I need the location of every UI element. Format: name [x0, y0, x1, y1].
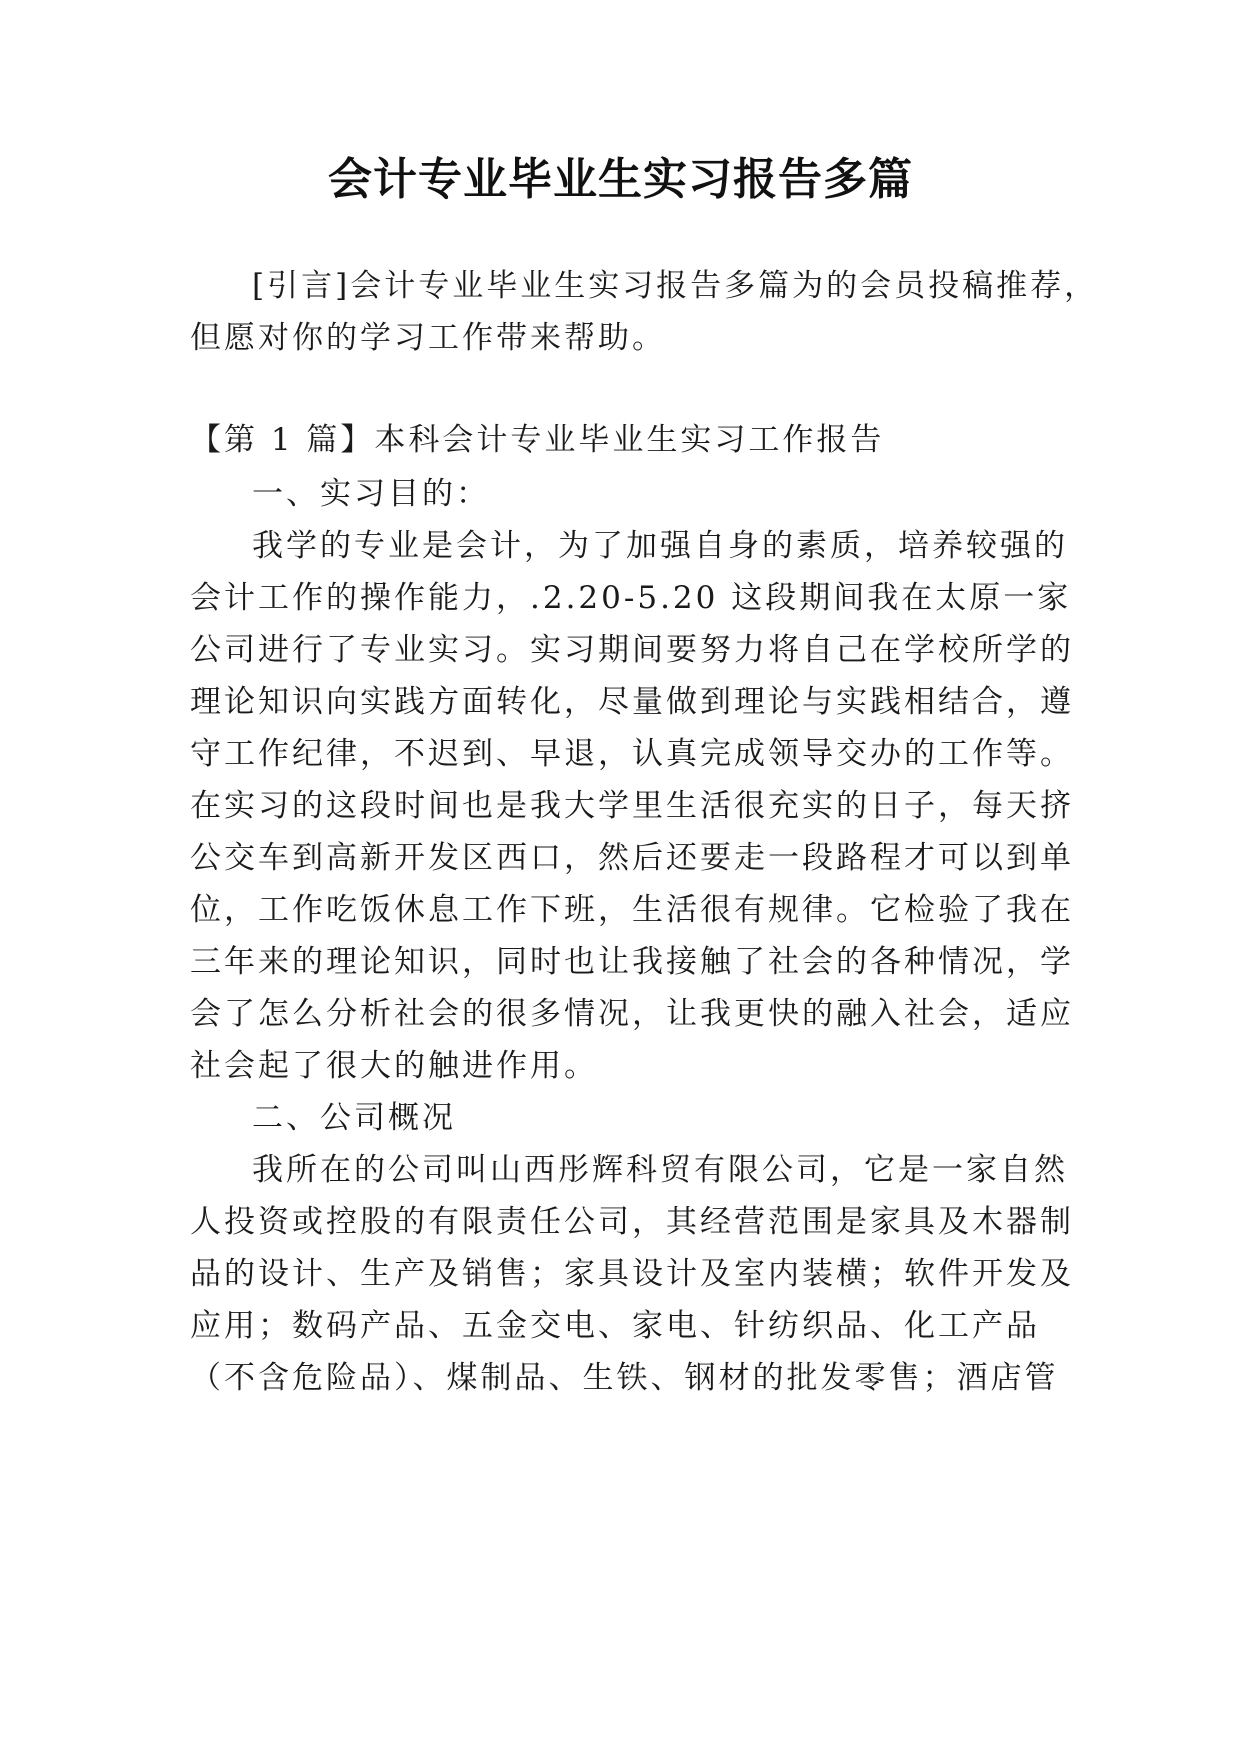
document-title: 会计专业毕业生实习报告多篇 [328, 154, 913, 205]
paragraph-line: 三年来的理论知识，同时也让我接触了社会的各种情况，学 [190, 944, 1074, 980]
intro-line: 但愿对你的学习工作带来帮助。 [190, 320, 666, 356]
section-heading: 二、公司概况 [252, 1100, 456, 1136]
paragraph-line: 会计工作的操作能力，.2.20-5.20 这段期间我在太原一家 [190, 580, 1072, 616]
intro-line: [引言]会计专业毕业生实习报告多篇为的会员投稿推荐， [252, 268, 1099, 304]
paragraph-line: 守工作纪律，不迟到、早退，认真完成领导交办的工作等。 [190, 736, 1074, 772]
paragraph-line: 在实习的这段时间也是我大学里生活很充实的日子，每天挤 [190, 788, 1074, 824]
paragraph-line: 社会起了很大的触进作用。 [190, 1048, 598, 1084]
paragraph-line: 位，工作吃饭休息工作下班，生活很有规律。它检验了我在 [190, 892, 1074, 928]
paragraph-line: 公交车到高新开发区西口，然后还要走一段路程才可以到单 [190, 840, 1074, 876]
paragraph-line: 我所在的公司叫山西彤辉科贸有限公司，它是一家自然 [252, 1152, 1068, 1188]
section-heading: 一、实习目的： [252, 476, 490, 512]
paragraph-line: （不含危险品）、煤制品、生铁、钢材的批发零售；酒店管 [190, 1360, 1059, 1396]
paragraph-line: 我学的专业是会计，为了加强自身的素质，培养较强的 [252, 528, 1068, 564]
paragraph-line: 会了怎么分析社会的很多情况，让我更快的融入社会，适应 [190, 996, 1074, 1032]
paragraph-line: 品的设计、生产及销售；家具设计及室内装横；软件开发及 [190, 1256, 1074, 1292]
article-heading: 【第 1 篇】本科会计专业毕业生实习工作报告 [190, 422, 885, 458]
paragraph-line: 理论知识向实践方面转化，尽量做到理论与实践相结合，遵 [190, 684, 1074, 720]
paragraph-line: 应用；数码产品、五金交电、家电、针纺织品、化工产品 [190, 1308, 1040, 1344]
paragraph-line: 公司进行了专业实习。实习期间要努力将自己在学校所学的 [190, 632, 1074, 668]
paragraph-line: 人投资或控股的有限责任公司，其经营范围是家具及木器制 [190, 1204, 1074, 1240]
